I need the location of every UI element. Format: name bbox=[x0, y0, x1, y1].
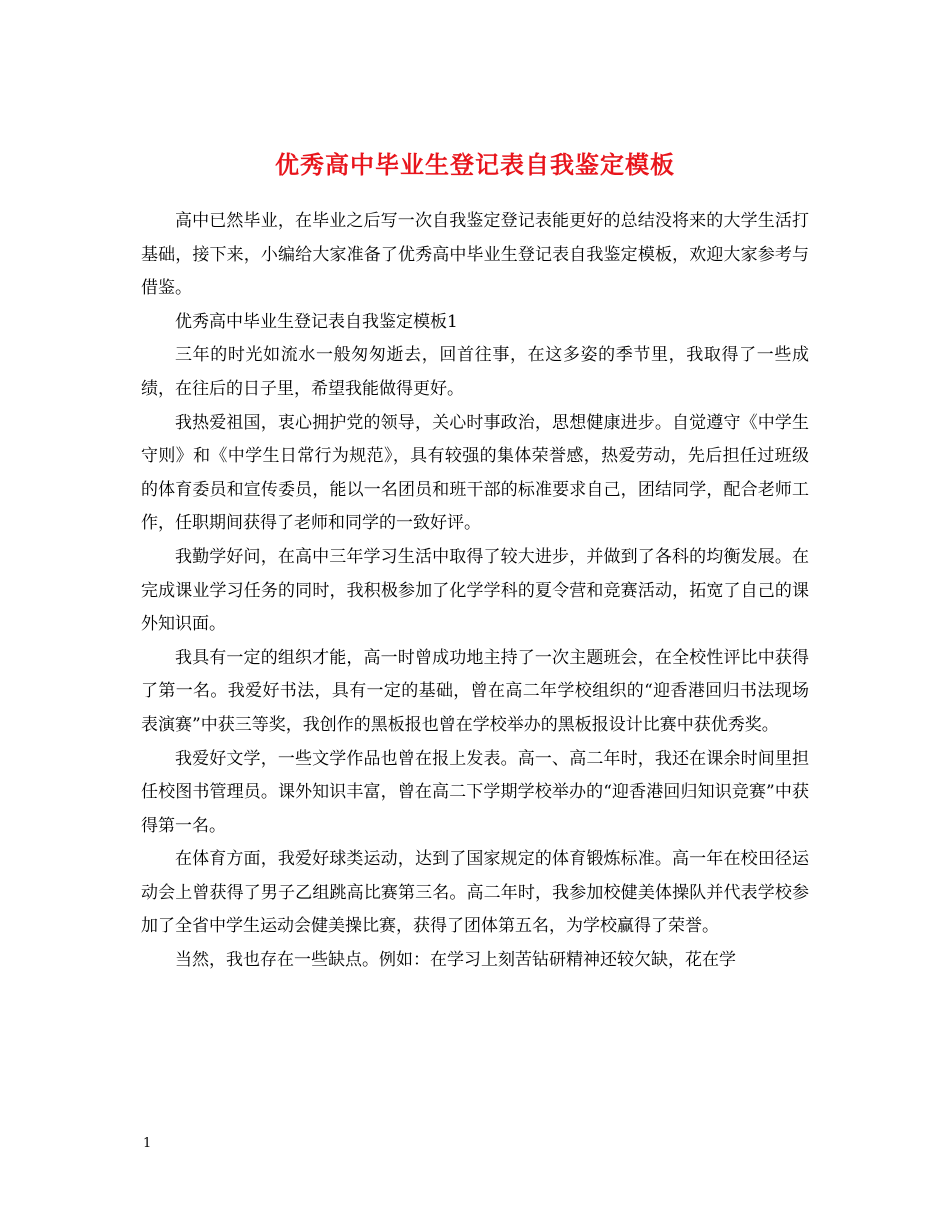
document-body bbox=[141, 205, 809, 978]
paragraph-patriotism: 我热爱祖国，衷心拥护党的领导，关心时事政治，思想健康进步。自觉遵守《中学生守则》和《中学生日常行为规范》，具有较强的集体荣誉感，热爱劳动，先后担任过班级的体育委员和宣传委员，能以一名团员和班干部的标准要求自己，团结同学，配合老师工作，任职期间获得了老师和同学的一致好评。 bbox=[141, 412, 809, 534]
paragraph-sports: 在体育方面，我爱好球类运动，达到了国家规定的体育锻炼标准。高一年在校田径运动会上曾获得了男子乙组跳高比赛第三名。高二年时，我参加校健美体操队并代表学校参加了全省中学生运动会健美操比赛，获得了团体第五名，为学校赢得了荣誉。 bbox=[141, 849, 809, 937]
paragraph-intro: 高中已然毕业，在毕业之后写一次自我鉴定登记表能更好的总结没将来的大学生活打基础，接下来，小编给大家准备了优秀高中毕业生登记表自我鉴定模板，欢迎大家参考与借鉴。 bbox=[141, 211, 809, 299]
document-title: 优秀高中毕业生登记表自我鉴定模板 bbox=[275, 150, 675, 180]
paragraph-section-heading: 优秀高中毕业生登记表自我鉴定模板1 bbox=[175, 311, 458, 332]
paragraph-opening: 三年的时光如流水一般匆匆逝去，回首往事，在这多姿的季节里，我取得了一些成绩，在往后的日子里，希望我能做得更好。 bbox=[141, 345, 809, 399]
paragraph-study: 我勤学好问，在高中三年学习生活中取得了较大进步，并做到了各科的均衡发展。在完成课业学习任务的同时，我积极参加了化学学科的夏令营和竞赛活动，拓宽了自己的课外知识面。 bbox=[141, 546, 809, 635]
paragraph-organization: 我具有一定的组织才能，高一时曾成功地主持了一次主题班会，在全校性评比中获得了第一名。我爱好书法，具有一定的基础，曾在高二年学校组织的“迎香港回归书法现场表演赛”中获三等奖，我创作的黑板报也曾在学校举办的黑板报设计比赛中获优秀奖。 bbox=[141, 647, 809, 735]
paragraph-shortcomings: 当然，我也存在一些缺点。例如：在学习上刻苦钻研精神还较欠缺，花在学 bbox=[175, 950, 736, 971]
paragraph-literature: 我爱好文学，一些文学作品也曾在报上发表。高一、高二年时，我还在课余时间里担任校图书管理员。课外知识丰富，曾在高二下学期学校举办的“迎香港回归知识竞赛”中获得第一名。 bbox=[141, 748, 809, 836]
page-number: 1 bbox=[143, 1136, 152, 1151]
